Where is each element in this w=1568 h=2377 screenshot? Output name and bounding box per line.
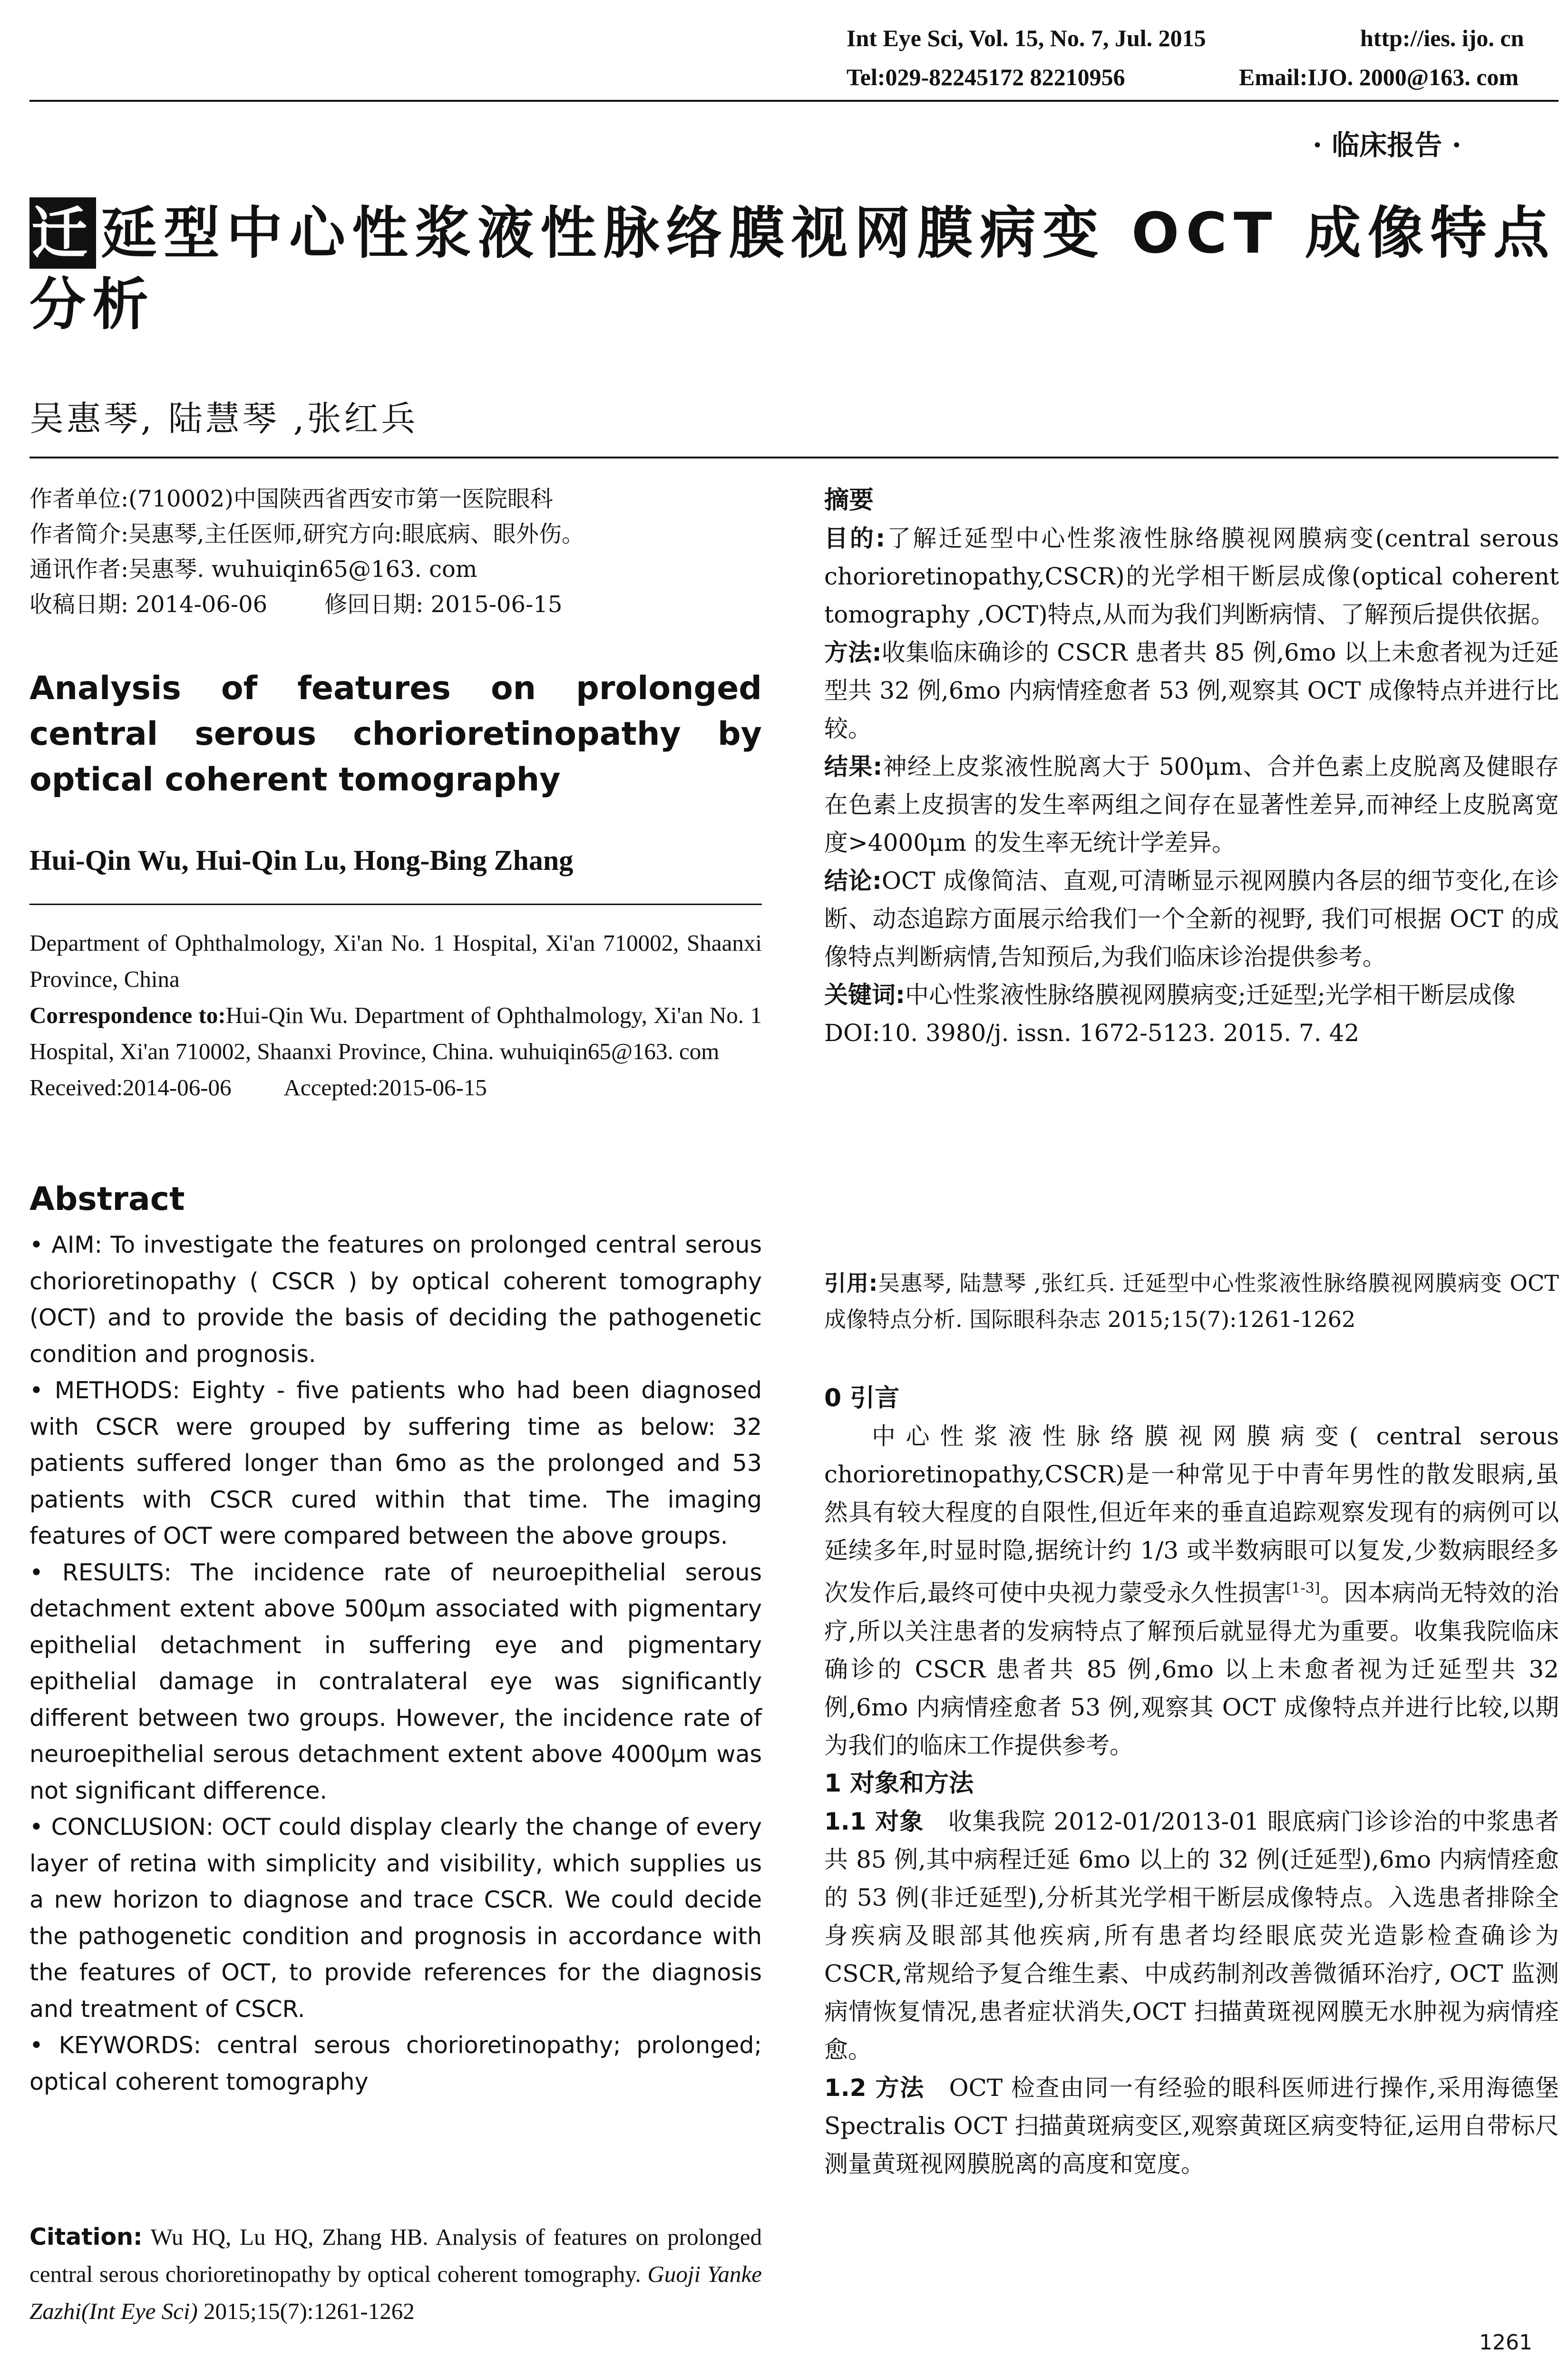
author-info — [29, 481, 762, 622]
cn-conclusion-label: 结论: — [824, 867, 882, 895]
abstract-keywords: • KEYWORDS: central serous chorioretinopathy; prolonged; optical coherent tomography — [29, 2032, 762, 2095]
cn-results-label: 结果: — [824, 753, 883, 780]
journal-email: Email:IJO. 2000@163. com — [1239, 64, 1519, 90]
correspondence-label: Correspondence to: — [29, 1002, 226, 1028]
section-0-text-b: 。因本病尚无特效的治疗,所以关注患者的发病特点了解预后就显得尤为重要。收集我院临床确诊的 CSCR 患者共 85 例,6mo 以上未愈者视为迁延型共 32 例,6mo 内病情痊愈者 53 例,观察其 OCT 成像特点并进行比较,以期为我们的临床工作提供参考。 — [824, 1579, 1559, 1759]
cn-keywords: 中心性浆液性脉络膜视网膜病变;迁延型;光学相干断层成像 — [905, 981, 1516, 1009]
header-rule — [29, 100, 1558, 102]
cn-citation-text: 吴惠琴, 陆慧琴 ,张红兵. 迁延型中心性浆液性脉络膜视网膜病变 OCT 成像特点分析. 国际眼科杂志 2015;15(7):1261-1262 — [824, 1270, 1559, 1332]
author-corr: 通讯作者:吴惠琴. wuhuiqin65@163. com — [29, 556, 477, 583]
section-1-2-label: 1.2 方法 — [824, 2074, 925, 2102]
section-0-paragraph — [824, 1417, 1559, 1764]
cn-authors: 吴惠琴, 陆慧琴 ,张红兵 — [29, 399, 419, 438]
reference-mark: [1-3] — [1286, 1580, 1320, 1597]
main-body — [824, 1379, 1559, 2183]
abstract-aim: • AIM: To investigate the features on prolonged central serous chorioretinopathy ( CSCR ) by optical coherent tomography (OCT) and to provide the basis of deciding the pathogenetic condition and prognosis. — [29, 1231, 762, 1368]
cn-abstract — [824, 481, 1559, 1052]
citation-label: Citation: — [29, 2223, 143, 2250]
section-1-1-text: 收集我院 2012-01/2013-01 眼底病门诊诊治的中浆患者共 85 例,其中病程迁延 6mo 以上的 32 例(迁延型),6mo 内病情痊愈的 53 例(非迁延型),分析其光学相干断层成像特点。入选患者排除全身疾病及眼部其他疾病,所有患者均经眼底荧光造影检查确诊为 CSCR,常规给予复合维生素、中成药制剂改善微循环治疗, OCT 监测病情恢复情况,患者症状消失,OCT 扫描黄斑视网膜无水肿视为病情痊愈。 — [824, 1807, 1559, 2064]
title-line1: 延型中心性浆液性脉络膜视网膜病变 OCT 成像特点 — [101, 200, 1556, 266]
citation-tail: 2015;15(7):1261-1262 — [204, 2298, 415, 2324]
section-1-heading: 1 对象和方法 — [824, 1769, 974, 1798]
cn-methods-label: 方法: — [824, 639, 882, 666]
en-authors: Hui-Qin Wu, Hui-Qin Lu, Hong-Bing Zhang — [29, 845, 574, 876]
en-rule — [29, 904, 762, 905]
citation-journal: Guoji Yanke Zazhi(Int Eye Sci) — [29, 2261, 762, 2324]
journal-tel: Tel:029-82245172 82210956 — [847, 64, 1125, 90]
cn-abstract-heading: 摘要 — [824, 486, 874, 515]
cn-conclusion: OCT 成像简洁、直观,可清晰显示视网膜内各层的细节变化,在诊断、动态追踪方面展示给我们一个全新的视野, 我们可根据 OCT 的成像特点判断病情,告知预后,为我们临床诊治提供参考。 — [824, 867, 1559, 971]
section-1-2-text: OCT 检查由同一有经验的眼科医师进行操作,采用海德堡 Spectralis OCT 扫描黄斑病变区,观察黄斑区病变特征,运用自带标尺测量黄斑视网膜脱离的高度和宽度。 — [824, 2074, 1559, 2178]
cn-citation-label: 引用: — [824, 1270, 878, 1296]
cn-aim-label: 目的: — [824, 525, 886, 552]
affiliation — [29, 925, 762, 1106]
abstract-heading: Abstract — [29, 1180, 185, 1218]
correspondence-text: Hui-Qin Wu. Department of Ophthalmology, Xi'an No. 1 Hospital, Xi'an 710002, Shaanxi Province, China. wuhuiqin65@163. com — [29, 1002, 762, 1064]
revised-date: 修回日期: 2015-06-15 — [324, 591, 563, 618]
abstract-conclusion: • CONCLUSION: OCT could display clearly the change of every layer of retina with simplicity and visibility, which supplies us a new horizon to diagnose and trace CSCR. We could decide the pathogenetic condition and prognosis in accordance with the features of OCT, to provide references for the diagnosis and treatment of CSCR. — [29, 1813, 762, 2023]
citation — [29, 2219, 762, 2330]
page-number: 1261 — [1479, 2330, 1532, 2355]
cn-aim: 了解迁延型中心性浆液性脉络膜视网膜病变(central serous chorioretinopathy,CSCR)的光学相干断层成像(optical coherent tomography ,OCT)特点,从而为我们判断病情、了解预后提供依据。 — [824, 525, 1559, 628]
section-0-text-a: 中心性浆液性脉络膜视网膜病变( central serous chorioretinopathy,CSCR)是一种常见于中青年男性的散发眼病,虽然具有较大程度的自限性,但近年来的垂直追踪观察发现有的病例可以延续多年,时显时隐,据统计约 1/3 或半数病眼可以复发,少数病眼经多次发作后,最终可使中央视力蒙受永久性损害 — [824, 1422, 1559, 1607]
abstract-results: • RESULTS: The incidence rate of neuroepithelial serous detachment extent above 500μm associated with pigmentary epithelial detachment in suffering eye and pigmentary epithelial damage in contralateral eye was significantly different between two groups. However, the incidence rate of neuroepithelial serous detachment extent above 4000μm was not significant difference. — [29, 1559, 762, 1804]
section-tag: · 临床报告 · — [1313, 129, 1461, 161]
cn-methods: 收集临床确诊的 CSCR 患者共 85 例,6mo 以上未愈者视为迁延型共 32 例,6mo 内病情痊愈者 53 例,观察其 OCT 成像特点并进行比较。 — [824, 639, 1559, 742]
section-1-1-label: 1.1 对象 — [824, 1807, 924, 1835]
en-title: Analysis of features on prolonged central serous chorioretinopathy by optical coherent tomography — [29, 670, 762, 799]
author-unit: 作者单位:(710002)中国陕西省西安市第一医院眼科 — [29, 486, 553, 512]
received-date: 收稿日期: 2014-06-06 — [29, 591, 268, 618]
cn-keywords-label: 关键词: — [824, 981, 905, 1009]
page-title — [29, 197, 1561, 340]
abstract-body — [29, 1227, 762, 2100]
en-received: Received:2014-06-06 — [29, 1074, 232, 1101]
author-bio: 作者简介:吴惠琴,主任医师,研究方向:眼底病、眼外伤。 — [29, 521, 584, 547]
doi: DOI:10. 3980/j. issn. 1672-5123. 2015. 7. 42 — [824, 1019, 1360, 1047]
journal-url: http://ies. ijo. cn — [1360, 25, 1524, 51]
title-line2: 分析 — [29, 272, 156, 337]
cn-results: 神经上皮浆液性脱离大于 500μm、合并色素上皮脱离及健眼存在色素上皮损害的发生率两组之间存在显著性差异,而神经上皮脱离宽度>4000μm 的发生率无统计学差异。 — [824, 753, 1559, 857]
en-accepted: Accepted:2015-06-15 — [283, 1074, 487, 1101]
section-0-heading: 0 引言 — [824, 1384, 900, 1413]
title-rule — [29, 457, 1558, 458]
citation-text: Wu HQ, Lu HQ, Zhang HB. Analysis of features on prolonged central serous chorioretinopathy by optical coherent tomography. — [29, 2224, 762, 2287]
abstract-methods: • METHODS: Eighty - five patients who had been diagnosed with CSCR were grouped by suffering time as below: 32 patients suffered longer than 6mo as the prolonged and 53 patients with CSCR cured within that time. The imaging features of OCT were compared between the above groups. — [29, 1377, 762, 1549]
affiliation-dept: Department of Ophthalmology, Xi'an No. 1 Hospital, Xi'an 710002, Shaanxi Province, China — [29, 930, 762, 992]
cn-citation — [824, 1265, 1559, 1337]
journal-info: Int Eye Sci, Vol. 15, No. 7, Jul. 2015 — [847, 25, 1206, 51]
title-marker: 迁 — [29, 197, 96, 269]
